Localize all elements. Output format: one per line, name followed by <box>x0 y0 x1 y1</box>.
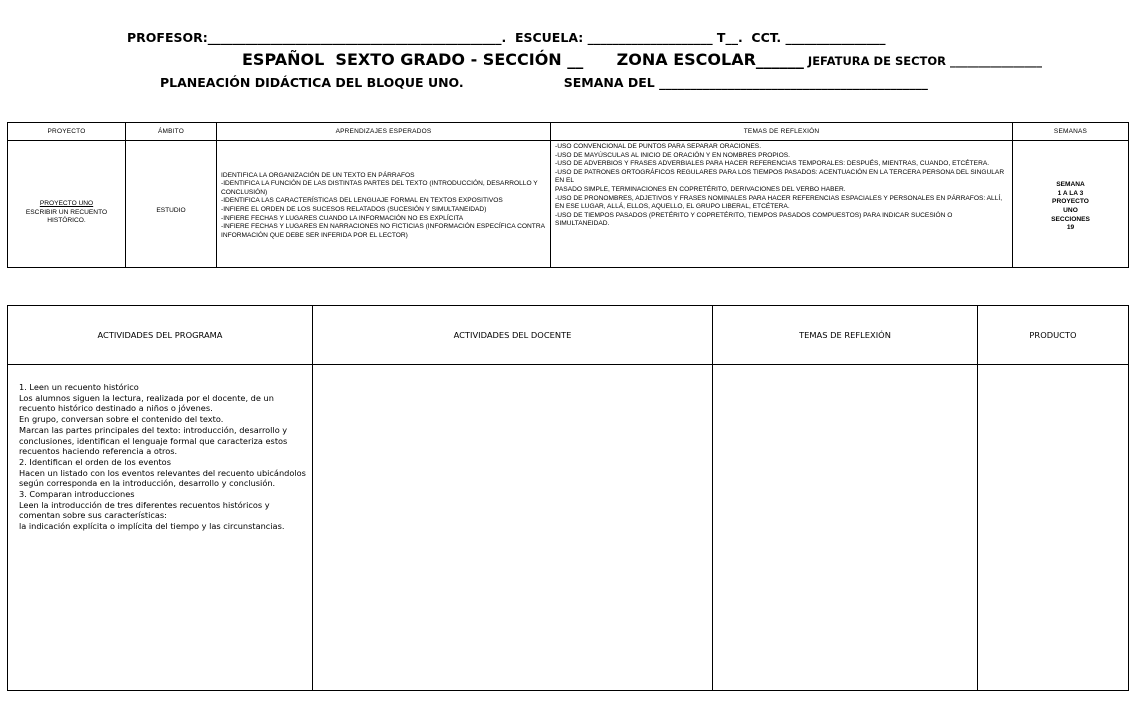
cell-aprendizajes <box>217 141 551 268</box>
cell-temas-reflexion[interactable] <box>713 365 978 691</box>
tema-item: -USO DE TIEMPOS PASADOS (PRETÉRITO Y COPRETÉRITO, TIEMPOS PASADOS COMPUESTOS) PARA INDICAR SUCESIÓN O SIMULTANEIDAD. <box>555 211 953 228</box>
actividad-line: Hacen un listado con los eventos relevantes del recuento ubicándolos según corresponda en la introducción, desarrollo y conclusión. <box>19 467 306 489</box>
semanas-line: SECCIONES <box>1051 215 1090 223</box>
actividad-line: Marcan las partes principales del texto: introducción, desarrollo y conclusiones, identifican el lenguaje formal que caracteriza estos recuentos haciendo referencia a otros. <box>19 424 288 457</box>
aprendizaje-item: -INFIERE FECHAS Y LUGARES EN NARRACIONES NO FICTICIAS (INFORMACIÓN ESPECÍFICA CONTRA INFORMACIÓN QUE DEBE SER INFERIDA POR EL LECTOR) <box>221 223 545 239</box>
actividad-line: En grupo, conversan sobre el contenido del texto. <box>19 414 224 425</box>
header-jefatura: JEFATURA DE SECTOR ________________ <box>803 54 1043 68</box>
planning-table-header-row <box>8 123 1129 141</box>
semanas-line: 19 <box>1066 224 1075 232</box>
col-header-producto: PRODUCTO <box>978 306 1129 365</box>
semanas-line: UNO <box>1063 207 1078 214</box>
semanas-line: PROYECTO <box>1052 198 1089 206</box>
cell-temas <box>551 141 1013 268</box>
tema-item: -USO DE ADVERBIOS Y FRASES ADVERBIALES PARA HACER REFERENCIAS TEMPORALES: DESPUÉS, MIENTRAS, CUANDO, ETCÉTERA. <box>555 160 990 168</box>
actividad-line: Los alumnos siguen la lectura, realizada por el docente, de un recuento histórico destinado a niños o jóvenes. <box>19 392 274 414</box>
actividad-line: la indicación explícita o implícita del tiempo y las circunstancias. <box>19 521 285 532</box>
activities-table <box>7 305 1129 691</box>
col-header-actividades-programa: ACTIVIDADES DEL PROGRAMA <box>8 306 313 365</box>
col-header-semanas: SEMANAS <box>1013 123 1129 141</box>
proyecto-desc: ESCRIBIR UN RECUENTO HISTÓRICO. <box>25 208 108 225</box>
cell-actividades-programa <box>8 365 313 691</box>
header-title-main: ESPAÑOL SEXTO GRADO - SECCIÓN __ ZONA ESCOLAR______ <box>242 50 804 69</box>
planning-table-row <box>8 141 1129 268</box>
col-header-ambito: ÁMBITO <box>126 123 217 141</box>
tema-item: -USO DE PATRONES ORTOGRÁFICOS REGULARES PARA LOS TIEMPOS PASADOS: ACENTUACIÓN EN LA TERCERA PERSONA DEL SINGULAR EN EL <box>555 168 1005 185</box>
col-header-temas-reflexion: TEMAS DE REFLEXIÓN <box>713 306 978 365</box>
col-header-temas: TEMAS DE REFLEXIÓN <box>551 123 1013 141</box>
activities-table-row <box>8 365 1129 691</box>
header-profesor-line: PROFESOR:_______________________________________________. ESCUELA: ____________________ T__. CCT. ________________ <box>127 30 886 45</box>
actividad-line: 2. Identifican el orden de los eventos <box>19 456 171 467</box>
aprendizaje-item: -INFIERE FECHAS Y LUGARES CUANDO LA INFORMACIÓN NO ES EXPLÍCITA <box>221 214 464 222</box>
cell-actividades-docente[interactable] <box>313 365 713 691</box>
col-header-aprendizajes: APRENDIZAJES ESPERADOS <box>217 123 551 141</box>
planning-table <box>7 122 1129 268</box>
cell-semanas <box>1013 141 1129 268</box>
proyecto-name: PROYECTO UNO <box>39 200 94 208</box>
header-planeacion-line: PLANEACIÓN DIDÁCTICA DEL BLOQUE UNO. SEMANA DEL ___________________________________________ <box>160 75 928 90</box>
actividad-line: 1. Leen un recuento histórico <box>19 382 139 392</box>
cell-ambito: ESTUDIO <box>126 141 217 268</box>
aprendizaje-item: -IDENTIFICA LAS CARACTERÍSTICAS DEL LENGUAJE FORMAL EN TEXTOS EXPOSITIVOS <box>221 197 503 205</box>
activities-table-header-row <box>8 306 1129 365</box>
actividad-line: Leen la introducción de tres diferentes recuentos históricos y comentan sobre sus características: <box>19 499 270 521</box>
cell-proyecto <box>8 141 126 268</box>
tema-item: -USO DE PRONOMBRES, ADJETIVOS Y FRASES NOMINALES PARA HACER REFERENCIAS ESPACIALES Y PERSONALES EN PÁRRAFOS: ALLÍ, EN ESE LUGAR, ALLÁ, ELLOS, AQUELLO, EL GRUPO LIBERAL, ETCÉTERA. <box>555 194 1003 211</box>
col-header-proyecto: PROYECTO <box>8 123 126 141</box>
semanas-line: SEMANA <box>1056 181 1085 189</box>
tema-item: -USO CONVENCIONAL DE PUNTOS PARA SEPARAR ORACIONES. <box>555 143 762 150</box>
col-header-actividades-docente: ACTIVIDADES DEL DOCENTE <box>313 306 713 365</box>
tema-item: -USO DE MAYÚSCULAS AL INICIO DE ORACIÓN Y EN NOMBRES PROPIOS. <box>555 151 790 159</box>
aprendizaje-item: -IDENTIFICA LA FUNCIÓN DE LAS DISTINTAS PARTES DEL TEXTO (INTRODUCCIÓN, DESARROLLO Y CONCLUSIÓN) <box>221 180 538 196</box>
aprendizaje-item: IDENTIFICA LA ORGANIZACIÓN DE UN TEXTO EN PÁRRAFOS <box>221 171 415 179</box>
tema-item: PASADO SIMPLE, TERMINACIONES EN COPRETÉRITO, DERIVACIONES DEL VERBO HABER. <box>555 185 846 193</box>
aprendizaje-item: -INFIERE EL ORDEN DE LOS SUCESOS RELATADOS (SUCESIÓN Y SIMULTANEIDAD) <box>221 206 487 213</box>
semanas-line: 1 A LA 3 <box>1057 189 1084 197</box>
actividad-line: 3. Comparan introducciones <box>19 489 135 500</box>
header-title-line <box>242 50 1042 69</box>
cell-producto[interactable] <box>978 365 1129 691</box>
